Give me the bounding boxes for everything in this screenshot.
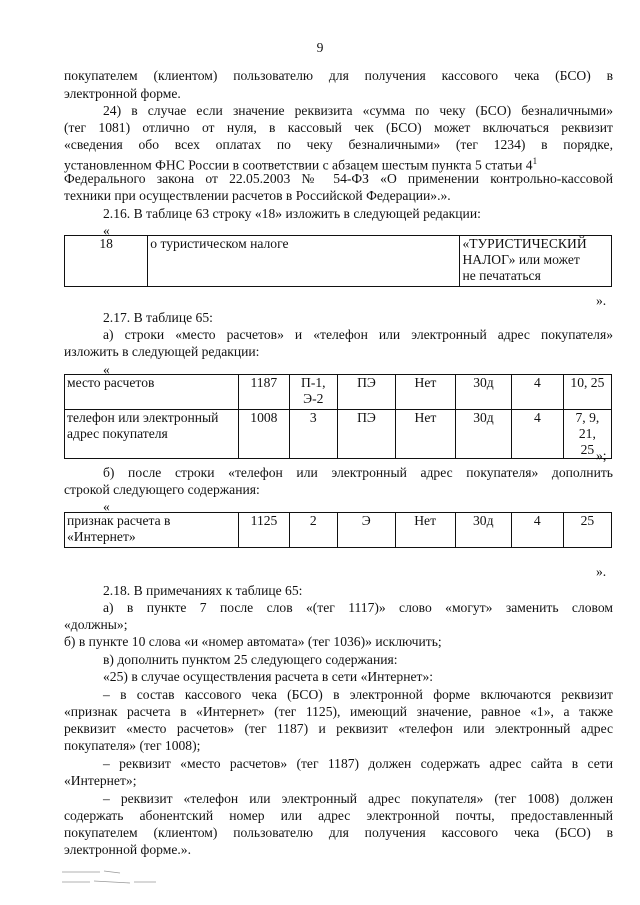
text-line: – в состав кассового чека (БСО) в электронной форме включаются реквизит (103, 687, 613, 702)
text-line: «должны»; (64, 617, 128, 632)
table-65-rows (64, 374, 612, 459)
cell-tag: 1125 (239, 513, 289, 548)
table-65-new-row (64, 512, 612, 548)
open-quote: « (103, 499, 110, 514)
close-quote: »; (596, 448, 607, 463)
text-line: 24) в случае если значение реквизита «сумма по чеку (БСО) безналичными» (103, 103, 613, 118)
cell-name: о туристическом налоге (148, 236, 460, 287)
cell-required: Нет (395, 410, 455, 459)
close-quote: ». (596, 293, 607, 308)
text-line: «Интернет»; (64, 773, 137, 788)
cell-tag: 1008 (239, 410, 289, 459)
table-row (65, 410, 612, 459)
cell-print (460, 236, 612, 287)
footer-stamp-icon (60, 867, 200, 889)
cell-length: 30д (455, 513, 511, 548)
text-line: реквизит «место расчетов» (тег 1187) и реквизит «телефон или электронный адрес (64, 721, 613, 736)
section-heading: 2.18. В примечаниях к таблице 65: (103, 583, 303, 598)
cell-type: ПЭ (338, 375, 396, 410)
cell-number: 4 (512, 375, 564, 410)
text-line: изложить в следующей редакции: (64, 344, 260, 359)
table-row (65, 236, 612, 287)
cell-name (65, 410, 239, 459)
text-line: «25) в случае осуществления расчета в сети «Интернет»: (103, 669, 434, 684)
cell-line: место расчетов (67, 375, 155, 390)
cell-notes (563, 375, 611, 410)
cell-code: 18 (65, 236, 148, 287)
cell-format (289, 375, 337, 410)
text-line: б) после строки «телефон или электронный адрес покупателя» дополнить (103, 465, 613, 480)
text-line: покупателя» (тег 1008); (64, 738, 201, 753)
cell-line: Э-2 (303, 391, 324, 406)
cell-line: 10, 25 (570, 375, 605, 390)
text-line: покупателем (клиентом) пользователю для получения кассового чека (БСО) в (64, 825, 613, 840)
text-line: б) в пункте 10 слова «и «номер автомата» (тег 1036)» исключить; (64, 634, 442, 649)
cell-type: Э (337, 513, 395, 548)
cell-name (65, 375, 239, 410)
table-row (65, 375, 612, 410)
cell-number: 4 (511, 513, 563, 548)
cell-line: 25 (580, 442, 595, 457)
cell-notes: 25 (563, 513, 611, 548)
text-line: – реквизит «телефон или электронный адрес покупателя» (тег 1008) должен (103, 791, 613, 806)
text-line: а) строки «место расчетов» и «телефон или электронный адрес покупателя» (103, 327, 613, 342)
open-quote: « (103, 223, 110, 238)
cell-length: 30д (455, 410, 511, 459)
text-line: – реквизит «место расчетов» (тег 1187) должен содержать адрес сайта в сети (103, 756, 613, 771)
superscript: 1 (532, 156, 538, 166)
section-heading: 2.16. В таблице 63 строку «18» изложить в следующей редакции: (103, 206, 481, 221)
close-quote: ». (596, 564, 607, 579)
cell-format: 2 (289, 513, 337, 548)
text-line: (тег 1081) отлично от нуля, в кассовый чек (БСО) может включаться реквизит (64, 120, 613, 135)
open-quote: « (103, 362, 110, 377)
cell-print-line: НАЛОГ» или может (462, 252, 580, 267)
cell-print-line: не печататься (462, 268, 541, 283)
cell-format (289, 410, 337, 459)
cell-number: 4 (512, 410, 564, 459)
table-row (65, 513, 612, 548)
text-line: покупателем (клиентом) пользователю для получения кассового чека (БСО) в (64, 68, 613, 83)
text-line: в) дополнить пунктом 25 следующего содержания: (103, 652, 398, 667)
text-line: электронной форме.». (64, 842, 191, 857)
text-line: «признак расчета в «Интернет» (тег 1125), имеющий значение, равное «1», а также (64, 704, 613, 719)
page-number: 9 (316, 40, 324, 55)
cell-line: П-1, (301, 375, 326, 390)
cell-length: 30д (455, 375, 511, 410)
cell-line: 7, 9, 21, (575, 410, 600, 441)
text-line: строкой следующего содержания: (64, 482, 260, 497)
cell-line: признак расчета в (67, 513, 171, 528)
cell-print-line: «ТУРИСТИЧЕСКИЙ (462, 236, 587, 251)
text-line: электронной форме. (64, 86, 181, 101)
cell-line: адрес покупателя (67, 426, 168, 441)
cell-required: Нет (395, 375, 455, 410)
cell-type: ПЭ (338, 410, 396, 459)
section-heading: 2.17. В таблице 65: (103, 310, 213, 325)
text-line: техники при осуществлении расчетов в Российской Федерации».». (64, 188, 451, 203)
text-line: Федерального закона от 22.05.2003 № 54-ФЗ «О применении контрольно-кассовой (64, 171, 613, 186)
text-span: установленном ФНС России в соответствии с абзацем шестым пункта 5 статьи 4 (64, 157, 533, 173)
text-line: «сведения обо всех оплатах по чеку безналичными» (тег 1234) в порядке, (64, 137, 613, 152)
text-line: а) в пункте 7 после слов «(тег 1117)» слово «могут» заменить словом (103, 600, 613, 615)
cell-name (65, 513, 239, 548)
cell-tag: 1187 (239, 375, 289, 410)
cell-required: Нет (395, 513, 455, 548)
table-63-row (64, 235, 612, 287)
cell-line: телефон или электронный (67, 410, 219, 425)
cell-line: «Интернет» (67, 529, 136, 544)
text-line: содержать абонентский номер или адрес электронной почты, предоставленный (64, 808, 613, 823)
cell-line: 3 (309, 410, 317, 425)
